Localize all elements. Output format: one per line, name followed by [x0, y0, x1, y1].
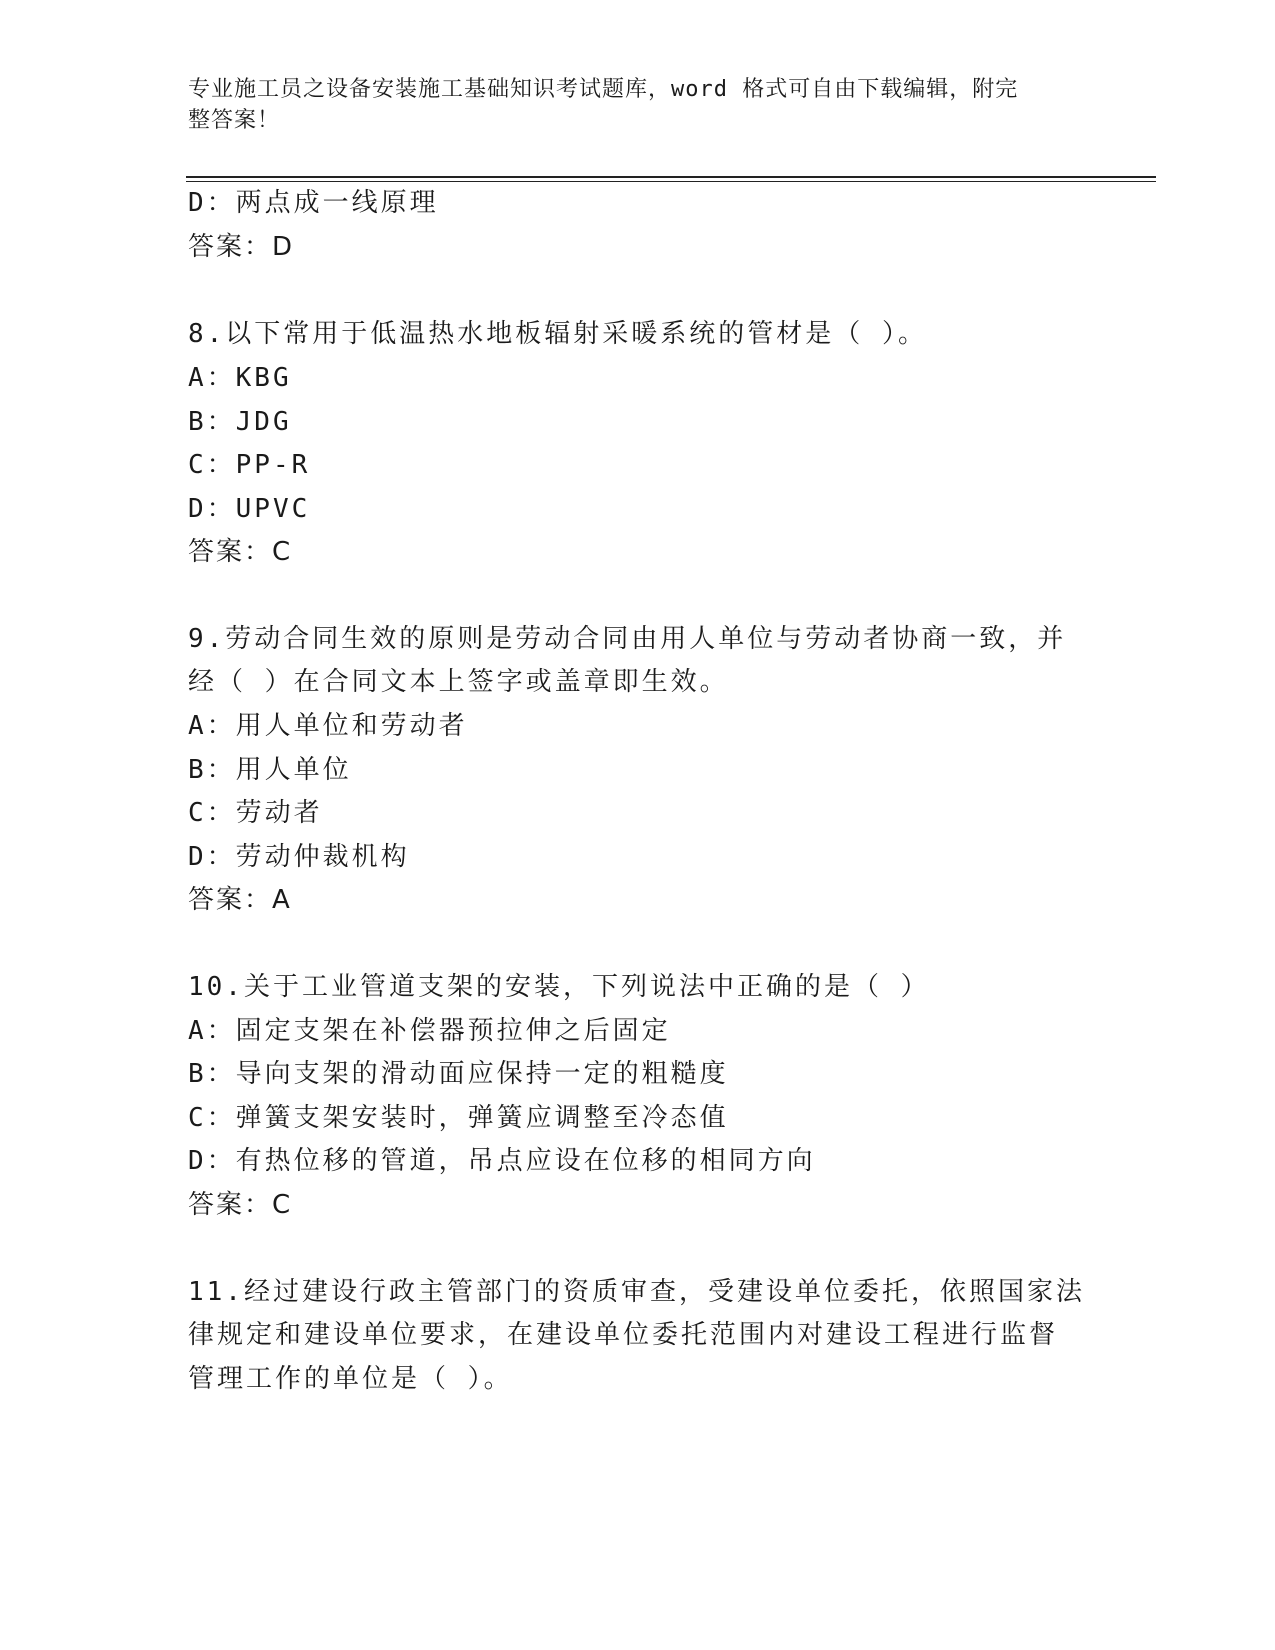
q9-stem-line-2: 经（ ）在合同文本上签字或盖章即生效。 [188, 667, 729, 697]
q10-answer: 答案：C [188, 1190, 293, 1220]
q11-stem-line-3: 管理工作的单位是（ ）。 [188, 1364, 513, 1394]
header-line-2: 整答案！ [188, 108, 281, 133]
prev-answer: 答案：D [188, 232, 295, 262]
prev-option-d: D：两点成一线原理 [188, 188, 439, 218]
q10-option-d: D：有热位移的管道，吊点应设在位移的相同方向 [188, 1146, 816, 1176]
q8-option-d: D：UPVC [188, 494, 311, 524]
q9-answer: 答案：A [188, 885, 292, 915]
q9-stem-line-1: 9.劳动合同生效的原则是劳动合同由用人单位与劳动者协商一致，并 [188, 624, 1067, 654]
header-line-1: 专业施工员之设备安装施工基础知识考试题库，word 格式可自由下载编辑，附完 [188, 77, 1019, 102]
q9-option-d: D：劳动仲裁机构 [188, 842, 410, 872]
q8-answer: 答案：C [188, 537, 293, 567]
q10-option-c: C：弹簧支架安装时，弹簧应调整至冷态值 [188, 1103, 729, 1133]
q11-stem-line-1: 11.经过建设行政主管部门的资质审查，受建设单位委托，依照国家法 [188, 1277, 1085, 1307]
q10-stem: 10.关于工业管道支架的安装，下列说法中正确的是（ ） [188, 972, 930, 1002]
q10-option-b: B：导向支架的滑动面应保持一定的粗糙度 [188, 1059, 729, 1089]
q8-option-b: B：JDG [188, 407, 292, 437]
header-rule-thick [186, 176, 1156, 178]
document-header [188, 74, 1068, 136]
q8-stem: 8.以下常用于低温热水地板辐射采暖系统的管材是（ ）。 [188, 319, 927, 349]
q11-stem-line-2: 律规定和建设单位要求，在建设单位委托范围内对建设工程进行监督 [188, 1320, 1059, 1350]
q9-option-a: A：用人单位和劳动者 [188, 711, 468, 741]
q8-option-c: C：PP-R [188, 450, 311, 480]
header-rule-thin [186, 181, 1156, 182]
q9-option-c: C：劳动者 [188, 798, 323, 828]
q10-option-a: A：固定支架在补偿器预拉伸之后固定 [188, 1016, 671, 1046]
q8-option-a: A：KBG [188, 363, 292, 393]
q9-option-b: B：用人单位 [188, 755, 352, 785]
